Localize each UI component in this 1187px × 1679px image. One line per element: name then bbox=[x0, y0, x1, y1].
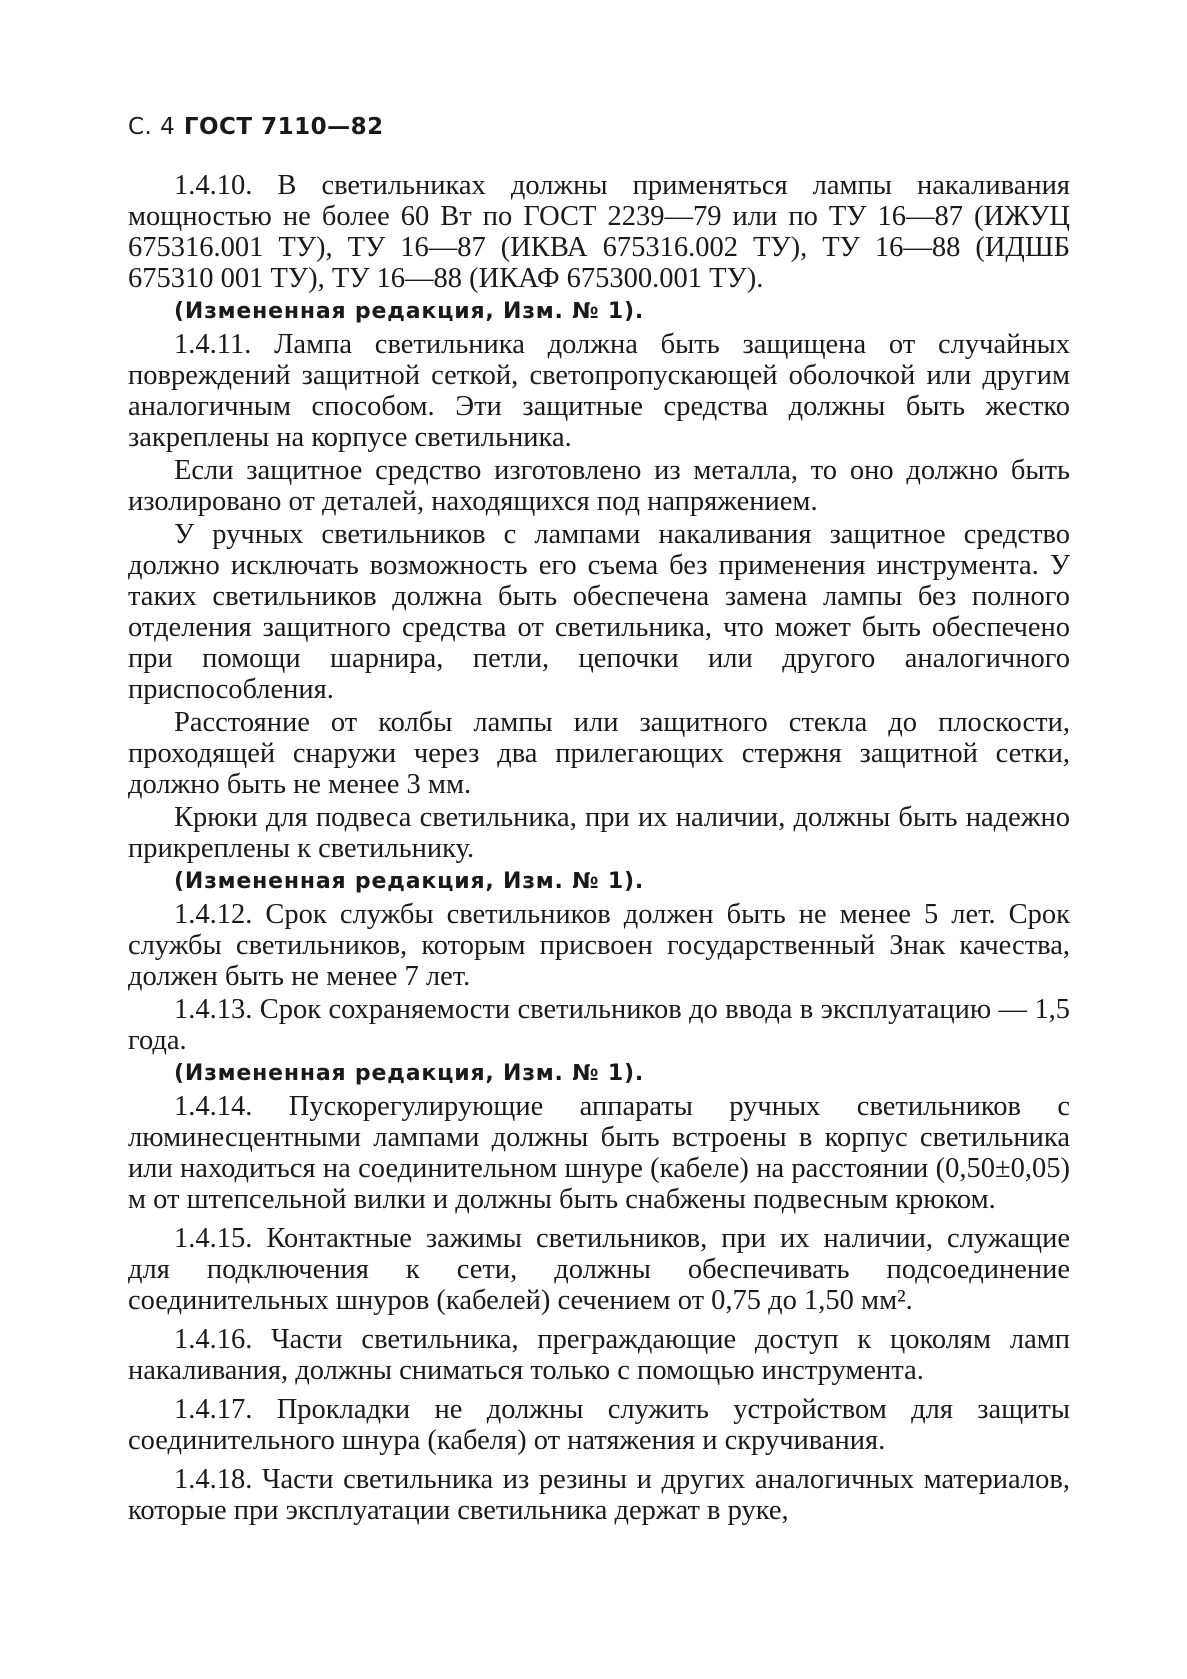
clause-1-4-10: 1.4.10. В светильниках должны применяться лампы накаливания мощностью не более 60 Вт по ГОСТ 2239—79 или по ТУ 16—87 (ИЖУЦ 675316.001 ТУ), ТУ 16—87 (ИКВА 675316.002 ТУ), ТУ 16—88 (ИДШБ 675310 001 ТУ), ТУ 16—88 (ИКАФ 675300.001 ТУ). bbox=[128, 170, 1070, 294]
clause-1-4-11: 1.4.11. Лампа светильника должна быть защищена от случайных повреждений защитной сеткой, светопропускающей оболочкой или другим аналогичным способом. Эти защитные средства должны быть жестко закреплены на корпусе светильника. bbox=[128, 329, 1070, 453]
clause-1-4-11-hand-lamps: У ручных светильников с лампами накаливания защитное средство должно исключать возможность его съема без применения инструмента. У таких светильников должна быть обеспечена замена лампы без полного отделения защитного средства от светильника, что может быть обеспечено при помощи шарнира, петли, цепочки или другого аналогичного приспособления. bbox=[128, 519, 1070, 705]
page-number: С. 4 bbox=[128, 114, 176, 140]
clause-1-4-11-distance: Расстояние от колбы лампы или защитного стекла до плоскости, проходящей снаружи через два прилегающих стержня защитной сетки, должно быть не менее 3 мм. bbox=[128, 707, 1070, 800]
clause-1-4-17: 1.4.17. Прокладки не должны служить устройством для защиты соединительного шнура (кабеля) от натяжения и скручивания. bbox=[128, 1394, 1070, 1456]
amendment-note: (Измененная редакция, Изм. № 1). bbox=[174, 299, 645, 324]
clause-1-4-14: 1.4.14. Пускорегулирующие аппараты ручных светильников с люминесцентными лампами должны быть встроены в корпус светильника или находиться на соединительном шнуре (кабеле) на расстоянии (0,50±0,05) м от штепсельной вилки и должны быть снабжены подвесным крюком. bbox=[128, 1091, 1070, 1215]
amendment-note: (Измененная редакция, Изм. № 1). bbox=[174, 1061, 645, 1086]
running-header bbox=[128, 112, 1070, 142]
clause-1-4-13: 1.4.13. Срок сохраняемости светильников до ввода в эксплуатацию — 1,5 года. bbox=[128, 994, 1070, 1056]
amendment-note: (Измененная редакция, Изм. № 1). bbox=[174, 869, 645, 894]
document-page bbox=[128, 112, 1070, 1528]
standard-designation: ГОСТ 7110—82 bbox=[183, 114, 384, 140]
clause-1-4-11-hooks: Крюки для подвеса светильника, при их наличии, должны быть надежно прикреплены к светильнику. bbox=[128, 802, 1070, 864]
document-body bbox=[128, 170, 1070, 1526]
clause-1-4-12: 1.4.12. Срок службы светильников должен быть не менее 5 лет. Срок службы светильников, которым присвоен государственный Знак качества, должен быть не менее 7 лет. bbox=[128, 899, 1070, 992]
clause-1-4-16: 1.4.16. Части светильника, преграждающие доступ к цоколям ламп накаливания, должны сниматься только с помощью инструмента. bbox=[128, 1324, 1070, 1386]
clause-1-4-15: 1.4.15. Контактные зажимы светильников, при их наличии, служащие для подключения к сети, должны обеспечивать подсоединение соединительных шнуров (кабелей) сечением от 0,75 до 1,50 мм². bbox=[128, 1223, 1070, 1316]
clause-1-4-11-metal-protection: Если защитное средство изготовлено из металла, то оно должно быть изолировано от деталей, находящихся под напряжением. bbox=[128, 455, 1070, 517]
clause-1-4-18: 1.4.18. Части светильника из резины и других аналогичных материалов, которые при эксплуатации светильника держат в руке, bbox=[128, 1464, 1070, 1526]
